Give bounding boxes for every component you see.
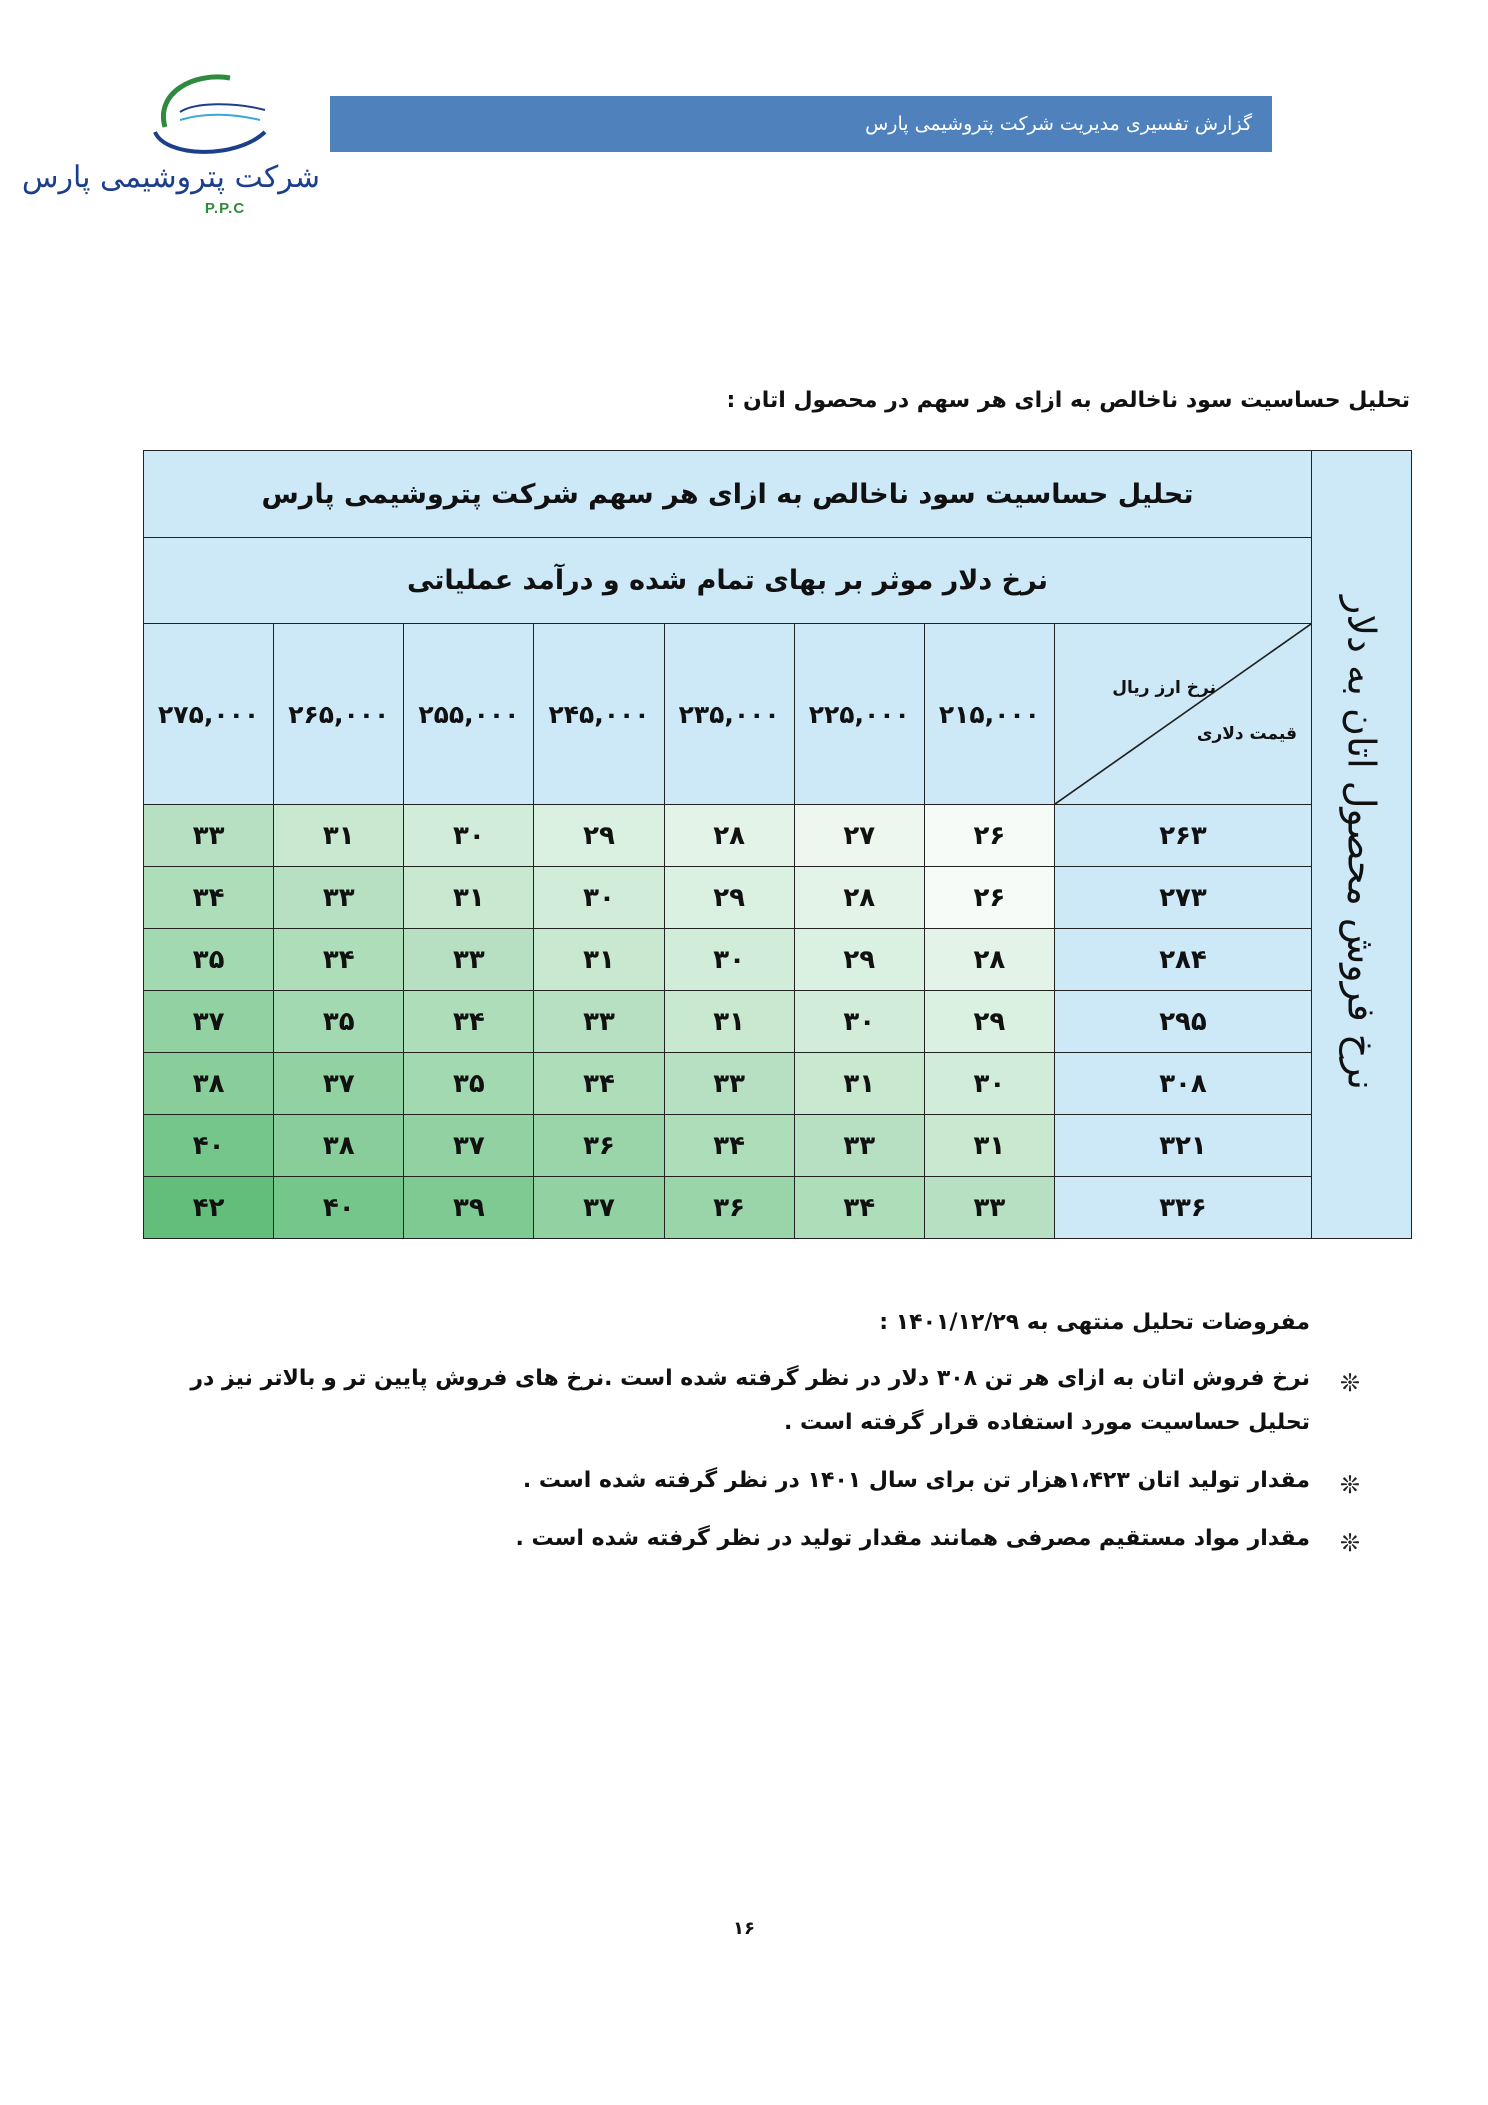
- value-cell: ۳۴: [404, 991, 534, 1053]
- value-cell: ۳۴: [664, 1115, 794, 1177]
- price-cell: ۲۸۴: [1055, 929, 1312, 991]
- diagonal-divider-icon: [1055, 624, 1311, 804]
- value-cell: ۲۶: [924, 867, 1054, 929]
- logo-swoosh-icon: [125, 72, 320, 172]
- value-cell: ۲۹: [794, 929, 924, 991]
- rate-header-cell: ۲۶۵,۰۰۰: [274, 624, 404, 805]
- value-cell: ۳۳: [534, 991, 664, 1053]
- value-cell: ۴۲: [144, 1177, 274, 1239]
- corner-cell: [1055, 624, 1312, 805]
- corner-price-label: قیمت دلاری: [1196, 724, 1297, 744]
- logo-abbreviation: P.P.C: [204, 200, 246, 217]
- table-title: تحلیل حساسیت سود ناخالص به ازای هر سهم شرکت پتروشیمی پارس: [144, 451, 1312, 538]
- value-cell: ۳۹: [404, 1177, 534, 1239]
- assumption-text: نرخ فروش اتان به ازای هر تن ۳۰۸ دلار در نظر گرفته شده است .نرخ های فروش پایین تر و بالاتر نیز در تحلیل حساسیت مورد استفاده قرار گرفته است .: [190, 1366, 1310, 1435]
- value-cell: ۳۱: [534, 929, 664, 991]
- company-logo: [21, 72, 320, 222]
- table-row: [144, 929, 1412, 991]
- value-cell: ۲۸: [664, 805, 794, 867]
- value-cell: ۳۴: [274, 929, 404, 991]
- value-cell: ۳۰: [924, 1053, 1054, 1115]
- value-cell: ۲۹: [924, 991, 1054, 1053]
- value-cell: ۳۱: [664, 991, 794, 1053]
- value-cell: ۲۹: [664, 867, 794, 929]
- table-row: [144, 867, 1412, 929]
- list-item: [170, 1459, 1360, 1503]
- value-cell: ۳۷: [534, 1177, 664, 1239]
- price-cell: ۳۰۸: [1055, 1053, 1312, 1115]
- value-cell: ۳۴: [534, 1053, 664, 1115]
- asterisk-icon: ❊: [1339, 1369, 1360, 1397]
- rate-header-cell: ۲۵۵,۰۰۰: [404, 624, 534, 805]
- value-cell: ۳۰: [404, 805, 534, 867]
- report-header-bar: گزارش تفسیری مدیریت شرکت پتروشیمی پارس: [330, 96, 1272, 152]
- table-subtitle-row: [144, 538, 1412, 624]
- value-cell: ۳۱: [274, 805, 404, 867]
- value-cell: ۳۱: [794, 1053, 924, 1115]
- side-label-cell: [1312, 451, 1412, 1239]
- price-cell: ۳۳۶: [1055, 1177, 1312, 1239]
- value-cell: ۳۵: [404, 1053, 534, 1115]
- value-cell: ۳۳: [144, 805, 274, 867]
- rate-header-cell: ۲۱۵,۰۰۰: [924, 624, 1054, 805]
- value-cell: ۳۶: [664, 1177, 794, 1239]
- value-cell: ۳۸: [274, 1115, 404, 1177]
- value-cell: ۳۳: [404, 929, 534, 991]
- assumptions-list: [170, 1357, 1360, 1561]
- assumption-text: مقدار مواد مستقیم مصرفی همانند مقدار تولید در نظر گرفته شده است .: [515, 1526, 1310, 1551]
- asterisk-icon: ❊: [1339, 1529, 1360, 1557]
- value-cell: ۳۰: [534, 867, 664, 929]
- value-cell: ۴۰: [274, 1177, 404, 1239]
- table-row: [144, 1177, 1412, 1239]
- value-cell: ۲۶: [924, 805, 1054, 867]
- rate-header-row: [144, 624, 1412, 805]
- value-cell: ۳۱: [404, 867, 534, 929]
- table-subtitle: نرخ دلار موثر بر بهای تمام شده و درآمد عملیاتی: [144, 538, 1312, 624]
- assumption-text: مقدار تولید اتان ۱،۴۲۳هزار تن برای سال ۱۴۰۱ در نظر گرفته شده است .: [522, 1468, 1310, 1493]
- price-cell: ۲۶۳: [1055, 805, 1312, 867]
- asterisk-icon: ❊: [1339, 1471, 1360, 1499]
- value-cell: ۳۸: [144, 1053, 274, 1115]
- value-cell: ۳۰: [794, 991, 924, 1053]
- value-cell: ۳۰: [664, 929, 794, 991]
- rate-header-cell: ۲۳۵,۰۰۰: [664, 624, 794, 805]
- rate-header-cell: ۲۴۵,۰۰۰: [534, 624, 664, 805]
- value-cell: ۳۳: [274, 867, 404, 929]
- price-cell: ۲۷۳: [1055, 867, 1312, 929]
- price-cell: ۳۲۱: [1055, 1115, 1312, 1177]
- value-cell: ۳۷: [274, 1053, 404, 1115]
- value-cell: ۲۷: [794, 805, 924, 867]
- rate-header-cell: ۲۲۵,۰۰۰: [794, 624, 924, 805]
- value-cell: ۴۰: [144, 1115, 274, 1177]
- value-cell: ۳۵: [144, 929, 274, 991]
- rate-header-cell: ۲۷۵,۰۰۰: [144, 624, 274, 805]
- table-row: [144, 991, 1412, 1053]
- table-row: [144, 1053, 1412, 1115]
- value-cell: ۳۵: [274, 991, 404, 1053]
- value-cell: ۳۶: [534, 1115, 664, 1177]
- value-cell: ۳۴: [144, 867, 274, 929]
- side-label: نرخ فروش محصول اتان به دلار: [1339, 595, 1384, 1090]
- assumptions-section: [170, 1310, 1360, 1575]
- value-cell: ۳۳: [664, 1053, 794, 1115]
- assumptions-heading: مفروضات تحلیل منتهی به ۱۴۰۱/۱۲/۲۹ :: [879, 1310, 1310, 1335]
- table-row: [144, 805, 1412, 867]
- section-title: تحلیل حساسیت سود ناخالص به ازای هر سهم در محصول اتان :: [726, 388, 1410, 413]
- value-cell: ۳۱: [924, 1115, 1054, 1177]
- value-cell: ۲۹: [534, 805, 664, 867]
- value-cell: ۳۳: [794, 1115, 924, 1177]
- value-cell: ۳۷: [404, 1115, 534, 1177]
- corner-rate-label: نرخ ارز ریال: [1112, 678, 1216, 698]
- value-cell: ۳۴: [794, 1177, 924, 1239]
- value-cell: ۲۸: [794, 867, 924, 929]
- value-cell: ۳۳: [924, 1177, 1054, 1239]
- value-cell: ۲۸: [924, 929, 1054, 991]
- value-cell: ۳۷: [144, 991, 274, 1053]
- list-item: [170, 1517, 1360, 1561]
- page-number: ۱۶: [733, 1918, 755, 1939]
- list-item: [170, 1357, 1360, 1445]
- table-title-row: [144, 451, 1412, 538]
- price-cell: ۲۹۵: [1055, 991, 1312, 1053]
- logo-company-name: شرکت پتروشیمی پارس: [21, 160, 320, 195]
- table-row: [144, 1115, 1412, 1177]
- sensitivity-table: [143, 450, 1412, 1239]
